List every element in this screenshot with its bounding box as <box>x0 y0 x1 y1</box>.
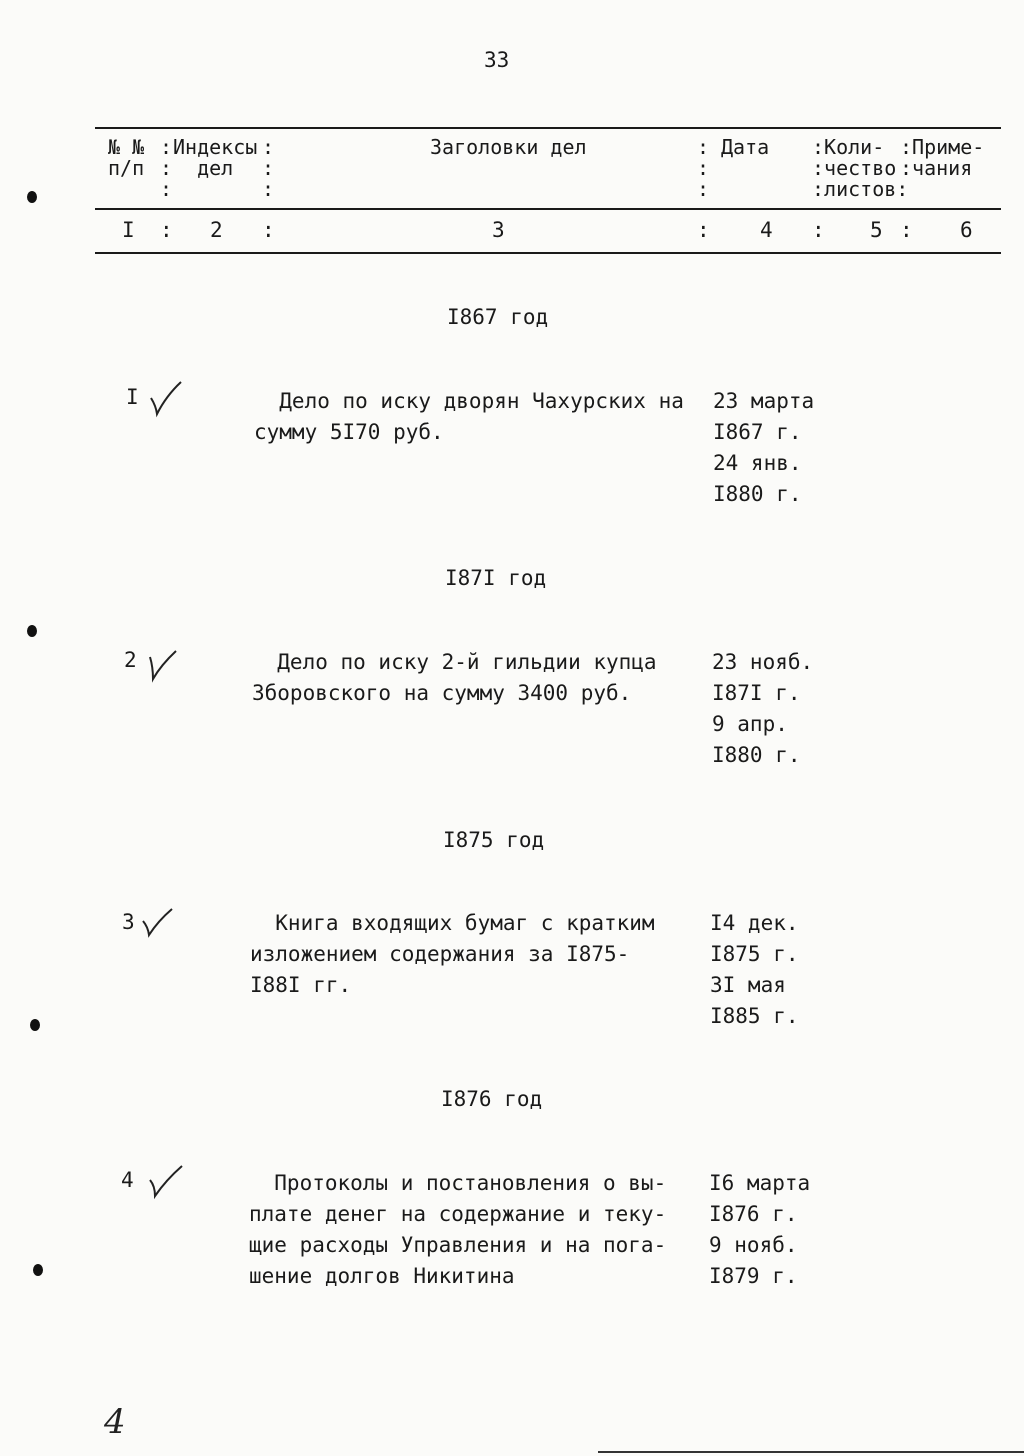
col-number-sep: : <box>697 218 710 242</box>
entry-title: Протоколы и постановления о вы- плате денег на содержание и теку- щие расходы Управления и на пога- шение долгов Никитина <box>249 1171 667 1288</box>
handwritten-sheet-number: 4 <box>104 1402 126 1442</box>
header-col-index: Индексы дел <box>173 135 258 180</box>
punch-hole-mark <box>27 191 37 203</box>
col-number-sep: : <box>900 218 913 242</box>
col-number-5: 5 <box>870 218 883 242</box>
header-top-rule <box>95 127 1001 129</box>
checkmark-icon <box>148 378 184 418</box>
checkmark-icon <box>140 905 176 941</box>
col-number-4: 4 <box>760 218 773 242</box>
col-number-sep: : <box>262 218 275 242</box>
header-col-sheets: :Коли- :чество :листов: <box>812 135 909 201</box>
punch-hole-mark <box>33 1264 43 1276</box>
col-number-6: 6 <box>960 218 973 242</box>
col-number-sep: : <box>812 218 825 242</box>
entry-title: Книга входящих бумаг с кратким изложением содержания за I875- I88I гг. <box>250 911 655 997</box>
year-heading: I876 год <box>441 1087 543 1111</box>
header-col-title: Заголовки дел <box>430 135 587 159</box>
year-heading: I875 год <box>443 828 545 852</box>
year-heading: I867 год <box>447 305 549 329</box>
header-bottom-rule <box>95 252 1001 254</box>
header-col-notes: :Приме- :чания <box>900 135 985 180</box>
header-col-index-sep: : : : <box>262 135 275 201</box>
header-col-number-sep: : : : <box>160 135 173 201</box>
entry-number: 3 <box>122 910 135 934</box>
entry-dates: I6 марта I876 г. 9 нояб. I879 г. <box>709 1171 811 1288</box>
year-heading: I87I год <box>445 566 547 590</box>
col-number-2: 2 <box>210 218 223 242</box>
header-col-title-sep: : : : <box>697 135 710 201</box>
page-number: 33 <box>484 48 510 72</box>
col-number-1: I <box>122 218 135 242</box>
bottom-edge-line <box>598 1451 1024 1453</box>
checkmark-icon <box>146 645 182 685</box>
col-number-3: 3 <box>492 218 505 242</box>
header-col-number: № № п/п <box>108 135 145 180</box>
punch-hole-mark <box>27 625 37 637</box>
entry-number: 4 <box>121 1168 134 1192</box>
entry-dates: 23 нояб. I87I г. 9 апр. I880 г. <box>712 650 814 767</box>
header-mid-rule <box>95 208 1001 210</box>
entry-dates: I4 дек. I875 г. 3I мая I885 г. <box>710 911 799 1028</box>
entry-title: Дело по иску 2-й гильдии купца Зборовского на сумму 3400 руб. <box>252 650 657 705</box>
entry-title: Дело по иску дворян Чахурских на сумму 5I70 руб. <box>254 389 684 444</box>
entry-number: I <box>126 385 139 409</box>
col-number-sep: : <box>160 218 173 242</box>
checkmark-icon <box>146 1162 186 1202</box>
header-col-date: Дата <box>721 135 770 159</box>
punch-hole-mark <box>30 1019 40 1031</box>
entry-dates: 23 марта I867 г. 24 янв. I880 г. <box>713 389 815 506</box>
entry-number: 2 <box>124 648 137 672</box>
